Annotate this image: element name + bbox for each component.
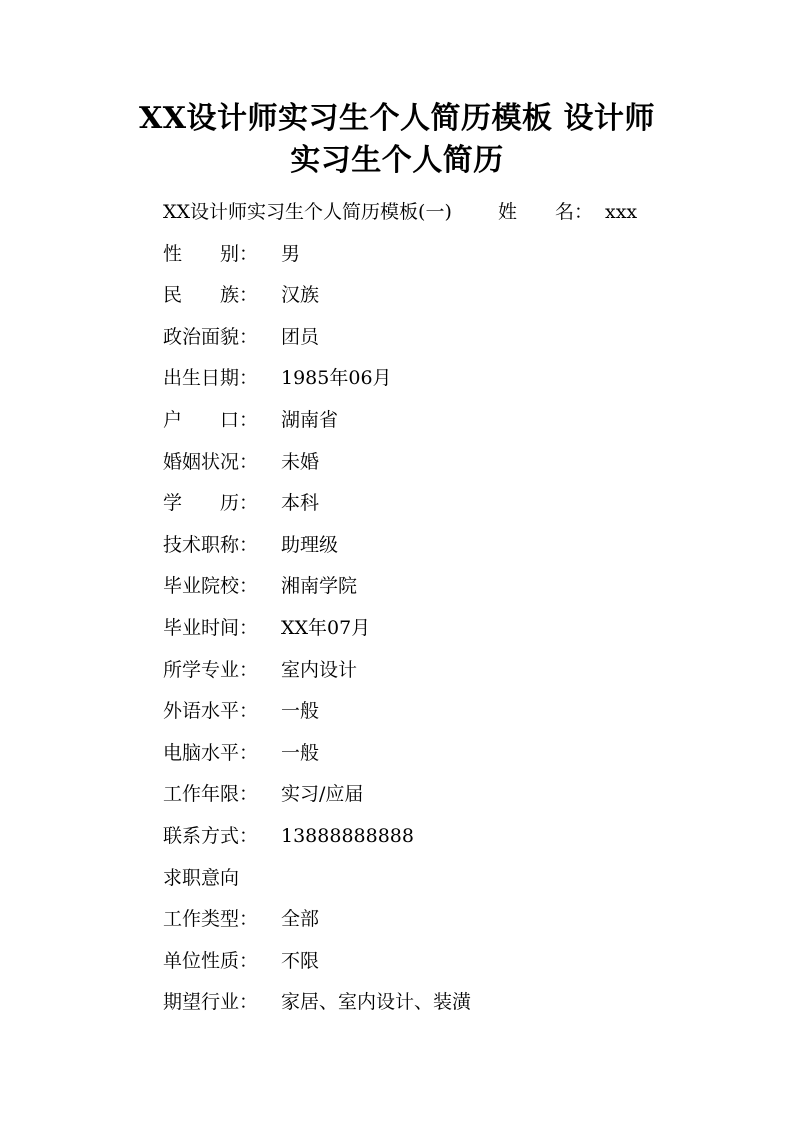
title-line-2: 实习生个人简历 <box>290 143 504 178</box>
field-value: 家居、室内设计、装潢 <box>281 991 472 1014</box>
section-heading: 求职意向 <box>163 866 240 889</box>
field-label: 政治面貌： <box>163 325 259 348</box>
field-industry <box>163 986 723 1028</box>
intro-line <box>163 196 723 238</box>
field-label: 学 历： <box>163 492 259 515</box>
field-value: 一般 <box>281 741 320 764</box>
field-label: 所学专业： <box>163 658 259 681</box>
field-label: 单位性质： <box>163 949 259 972</box>
field-title <box>163 529 723 571</box>
field-major <box>163 654 723 696</box>
field-value: 男 <box>281 242 301 265</box>
field-contact <box>163 820 723 862</box>
field-label: 电脑水平： <box>163 741 259 764</box>
field-marital-status <box>163 446 723 488</box>
field-gender <box>163 238 723 280</box>
name-value: xxx <box>605 201 638 223</box>
field-value: 未婚 <box>281 450 320 473</box>
field-birth-date <box>163 362 723 404</box>
field-value: 湘南学院 <box>281 575 358 598</box>
field-household <box>163 404 723 446</box>
field-computer-skill <box>163 737 723 779</box>
field-label: 毕业院校： <box>163 575 259 598</box>
field-label: 技术职称： <box>163 533 259 556</box>
field-value: 1985年06月 <box>281 367 392 390</box>
field-work-years <box>163 778 723 820</box>
field-value: 一般 <box>281 700 320 723</box>
field-label: 民 族： <box>163 284 259 307</box>
field-value: 助理级 <box>281 533 339 556</box>
field-value: 汉族 <box>281 284 320 307</box>
title-line-1: XX设计师实习生个人简历模板 设计师 <box>139 101 655 136</box>
field-label: 联系方式： <box>163 824 259 847</box>
field-ethnicity <box>163 279 723 321</box>
field-label: 毕业时间： <box>163 616 259 639</box>
field-value: 实习/应届 <box>281 783 364 806</box>
resume-body <box>163 196 723 1028</box>
field-label: 工作类型： <box>163 908 259 931</box>
field-job-type <box>163 903 723 945</box>
field-value: 13888888888 <box>281 824 414 847</box>
name-label: 姓 名： <box>497 201 593 223</box>
field-value: 湖南省 <box>281 408 339 431</box>
field-label: 外语水平： <box>163 700 259 723</box>
field-company-type <box>163 945 723 987</box>
field-graduation-time <box>163 612 723 654</box>
field-value: 团员 <box>281 325 320 348</box>
field-school <box>163 570 723 612</box>
field-education <box>163 487 723 529</box>
document-title <box>80 98 714 182</box>
field-label: 工作年限： <box>163 783 259 806</box>
field-label: 性 别： <box>163 242 259 265</box>
field-label: 期望行业： <box>163 991 259 1014</box>
field-label: 出生日期： <box>163 367 259 390</box>
field-label: 婚姻状况： <box>163 450 259 473</box>
field-value: XX年07月 <box>281 616 371 639</box>
field-political-status <box>163 321 723 363</box>
field-value: 室内设计 <box>281 658 358 681</box>
field-label: 户 口： <box>163 408 259 431</box>
field-value: 本科 <box>281 492 320 515</box>
intro-text: XX设计师实习生个人简历模板(一) <box>163 201 452 223</box>
field-foreign-language <box>163 695 723 737</box>
field-value: 不限 <box>281 949 320 972</box>
field-value: 全部 <box>281 908 320 931</box>
